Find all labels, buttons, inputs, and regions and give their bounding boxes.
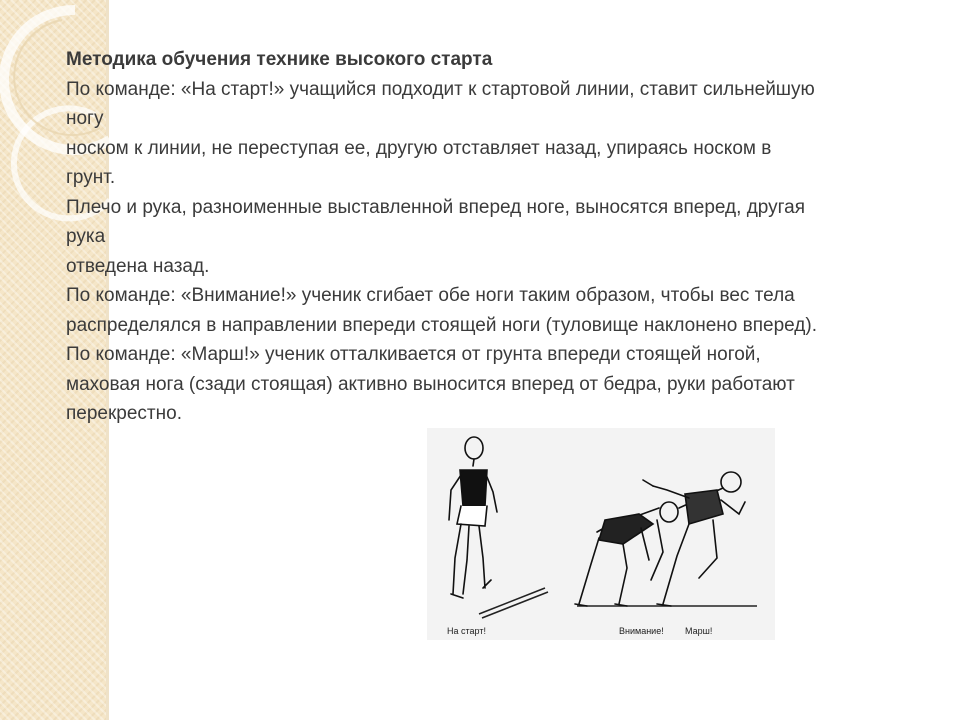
runner-go-icon — [643, 472, 745, 606]
high-start-illustration — [427, 428, 775, 640]
slide-heading: Методика обучения технике высокого старта — [66, 49, 493, 70]
text-line: Плечо и рука, разноименные выставленной вперед ноге, выносятся вперед, другая — [66, 196, 806, 218]
text-line: перекрестно. — [66, 403, 182, 424]
text-line: По команде: «Марш!» ученик отталкивается от грунта впереди стоящей ногой, — [66, 344, 761, 365]
caption-on-your-marks: На старт! — [447, 626, 486, 636]
text-line: ногу — [66, 108, 104, 129]
text-line: носком к линии, не переступая ее, другую отставляет назад, упираясь носком в — [66, 137, 772, 159]
start-phases-drawing — [427, 428, 775, 640]
text-line: маховая нога (сзади стоящая) активно выносится вперед от бедра, руки работают — [66, 373, 795, 395]
text-line: грунт. — [66, 167, 116, 188]
text-line: отведена назад. — [66, 255, 210, 277]
caption-attention: Внимание! — [619, 626, 664, 636]
slide-text — [66, 45, 926, 429]
caption-go: Марш! — [685, 626, 713, 636]
runner-attention-icon — [575, 502, 678, 606]
start-line-icon — [479, 588, 757, 618]
text-line: распределялся в направлении впереди стоящей ноги (туловище наклонено вперед). — [66, 314, 817, 336]
text-line: По команде: «Внимание!» ученик сгибает обе ноги таким образом, чтобы вес тела — [66, 285, 795, 306]
runner-on-your-marks-icon — [449, 437, 497, 598]
text-line: По команде: «На старт!» учащийся подходит к стартовой линии, ставит сильнейшую — [66, 78, 815, 100]
text-line: рука — [66, 226, 106, 247]
